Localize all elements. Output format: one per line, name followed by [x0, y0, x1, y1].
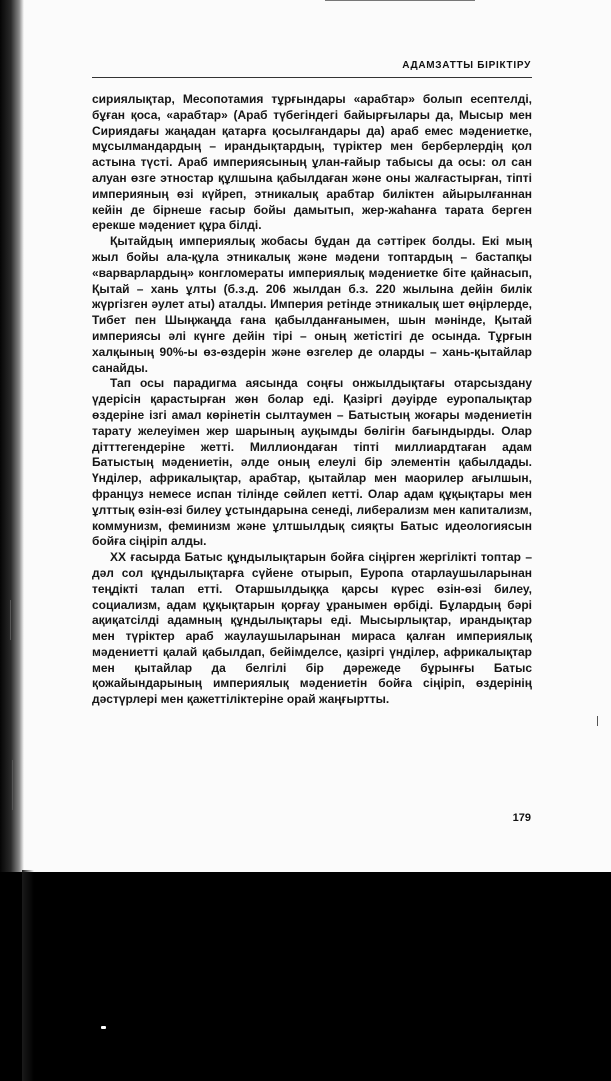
margin-scan-mark: [597, 716, 598, 726]
page-number: 179: [512, 812, 531, 824]
margin-scan-mark: [12, 760, 13, 810]
scan-speck: [101, 1026, 106, 1029]
binding-shadow: [0, 0, 24, 880]
body-text: [92, 92, 532, 708]
paragraph-2: Қытайдың империялық жобасы бұдан да сәттірек болды. Екі мың жыл бойы ала-құла этникалық және мәдени топтардың – бастапқы «варварлардың» конгломераты империялық мәдениетке біте қайнасып, Қытай – хань ұлты (б.з.д. 206 жылдан б.з. 220 жылына дейін билік жүргізген әулет аты) аталды. Империя ретінде этникалық шет өңірлерде, Тибет пен Шыңжаңда ғана қабылданғанымен, шын мәнінде, Қытай империясы әлі күнге дейін тірі – оның жетістігі де осында. Тұрғын халқының 90%-ы өз-өздерін және өзгелер де оларды – хань-қытайлар санайды.: [92, 234, 532, 375]
top-scan-line: [325, 0, 475, 1]
paragraph-4: XX ғасырда Батыс құндылықтарын бойға сіңірген жергілікті топтар – дәл сол құндылықтарға сүйене отырып, Еуропа отарлаушыларынан теңдікті талап етті. Отаршылдыққа қарсы күрес өзін-өзі билеу, социализм, адам құқықтарын қорғау ұранымен өрбіді. Бұлардың бәрі ақиқатсілді адамның құндылықтары еді. Мысырлықтар, ирандықтар мен түріктер араб жаулаушыларынан мираса қалған империялық мәдениетті қалай қабылдап, бейімделсе, қазіргі үнділер, африкалықтар мен қытайлар да белгілі бір дәрежеде бұрынғы Батыс қожайындарының империялық мәдениетін бойға сіңіріп, өздерінің дәстүрлері мен қажеттіліктеріне орай жаңғыртты.: [92, 550, 532, 707]
paragraph-1: сириялықтар, Месопотамия тұрғындары «арабтар» болып есептелді, бұған қоса, «арабтар» (Араб түбегіндегі байырғылары да, Мысыр мен Сириядағы жаңадан қатарға қосылғандары да) араб емес мәдениетке, мұсылмандардың – ирандықтардың, түріктер мен берберлердің қол астына түсті. Араб империясының ұлан-ғайыр табысы да осы: ол сан алуан өзге этностар құлшына қабылдаған және оны жалғастырған, тіпті империяның өзі күйреп, этникалық арабтар биліктен айырылғаннан кейін де бірнеше ғасыр бойы дамытып, жер-жаһанға тарата берген ерекше мәдениет құра білді.: [92, 92, 532, 233]
running-header-title: АДАМЗАТТЫ БІРІКТІРУ: [402, 60, 531, 71]
header-rule: [92, 77, 532, 78]
margin-scan-mark: [10, 600, 11, 640]
binding-shadow-lower: [22, 870, 34, 1081]
scan-shadow-bottom: [0, 872, 611, 1081]
paragraph-3: Тап осы парадигма аясында соңғы онжылдықтағы отарсыздану үдерісін қарастырған жөн болар еді. Қазіргі дәуірде еуропалықтар өздеріне ізгі амал көрінетін сылтаумен – Батыстың жоғары мәдениетін тарату желеуімен жер шарының ауқымды бөлігін бағындырды. Олар дітттегендеріне жетті. Миллиондаған тіпті миллиардтаған адам Батыстың мәдениетін, әлде оның елеулі бір элементін қабылдады. Үнділер, африкалықтар, арабтар, қытайлар мен маорилер ағылшын, француз немесе испан тілінде сөйлеп кетті. Олар адам құқықтары мен ұлттық өзін-өзі билеу ұстындарына сенеді, либерализм мен капитализм, коммунизм, феминизм және ұлтшылдық сияқты Батыс идеологиясын бойға сіңіріп алды.: [92, 376, 532, 549]
